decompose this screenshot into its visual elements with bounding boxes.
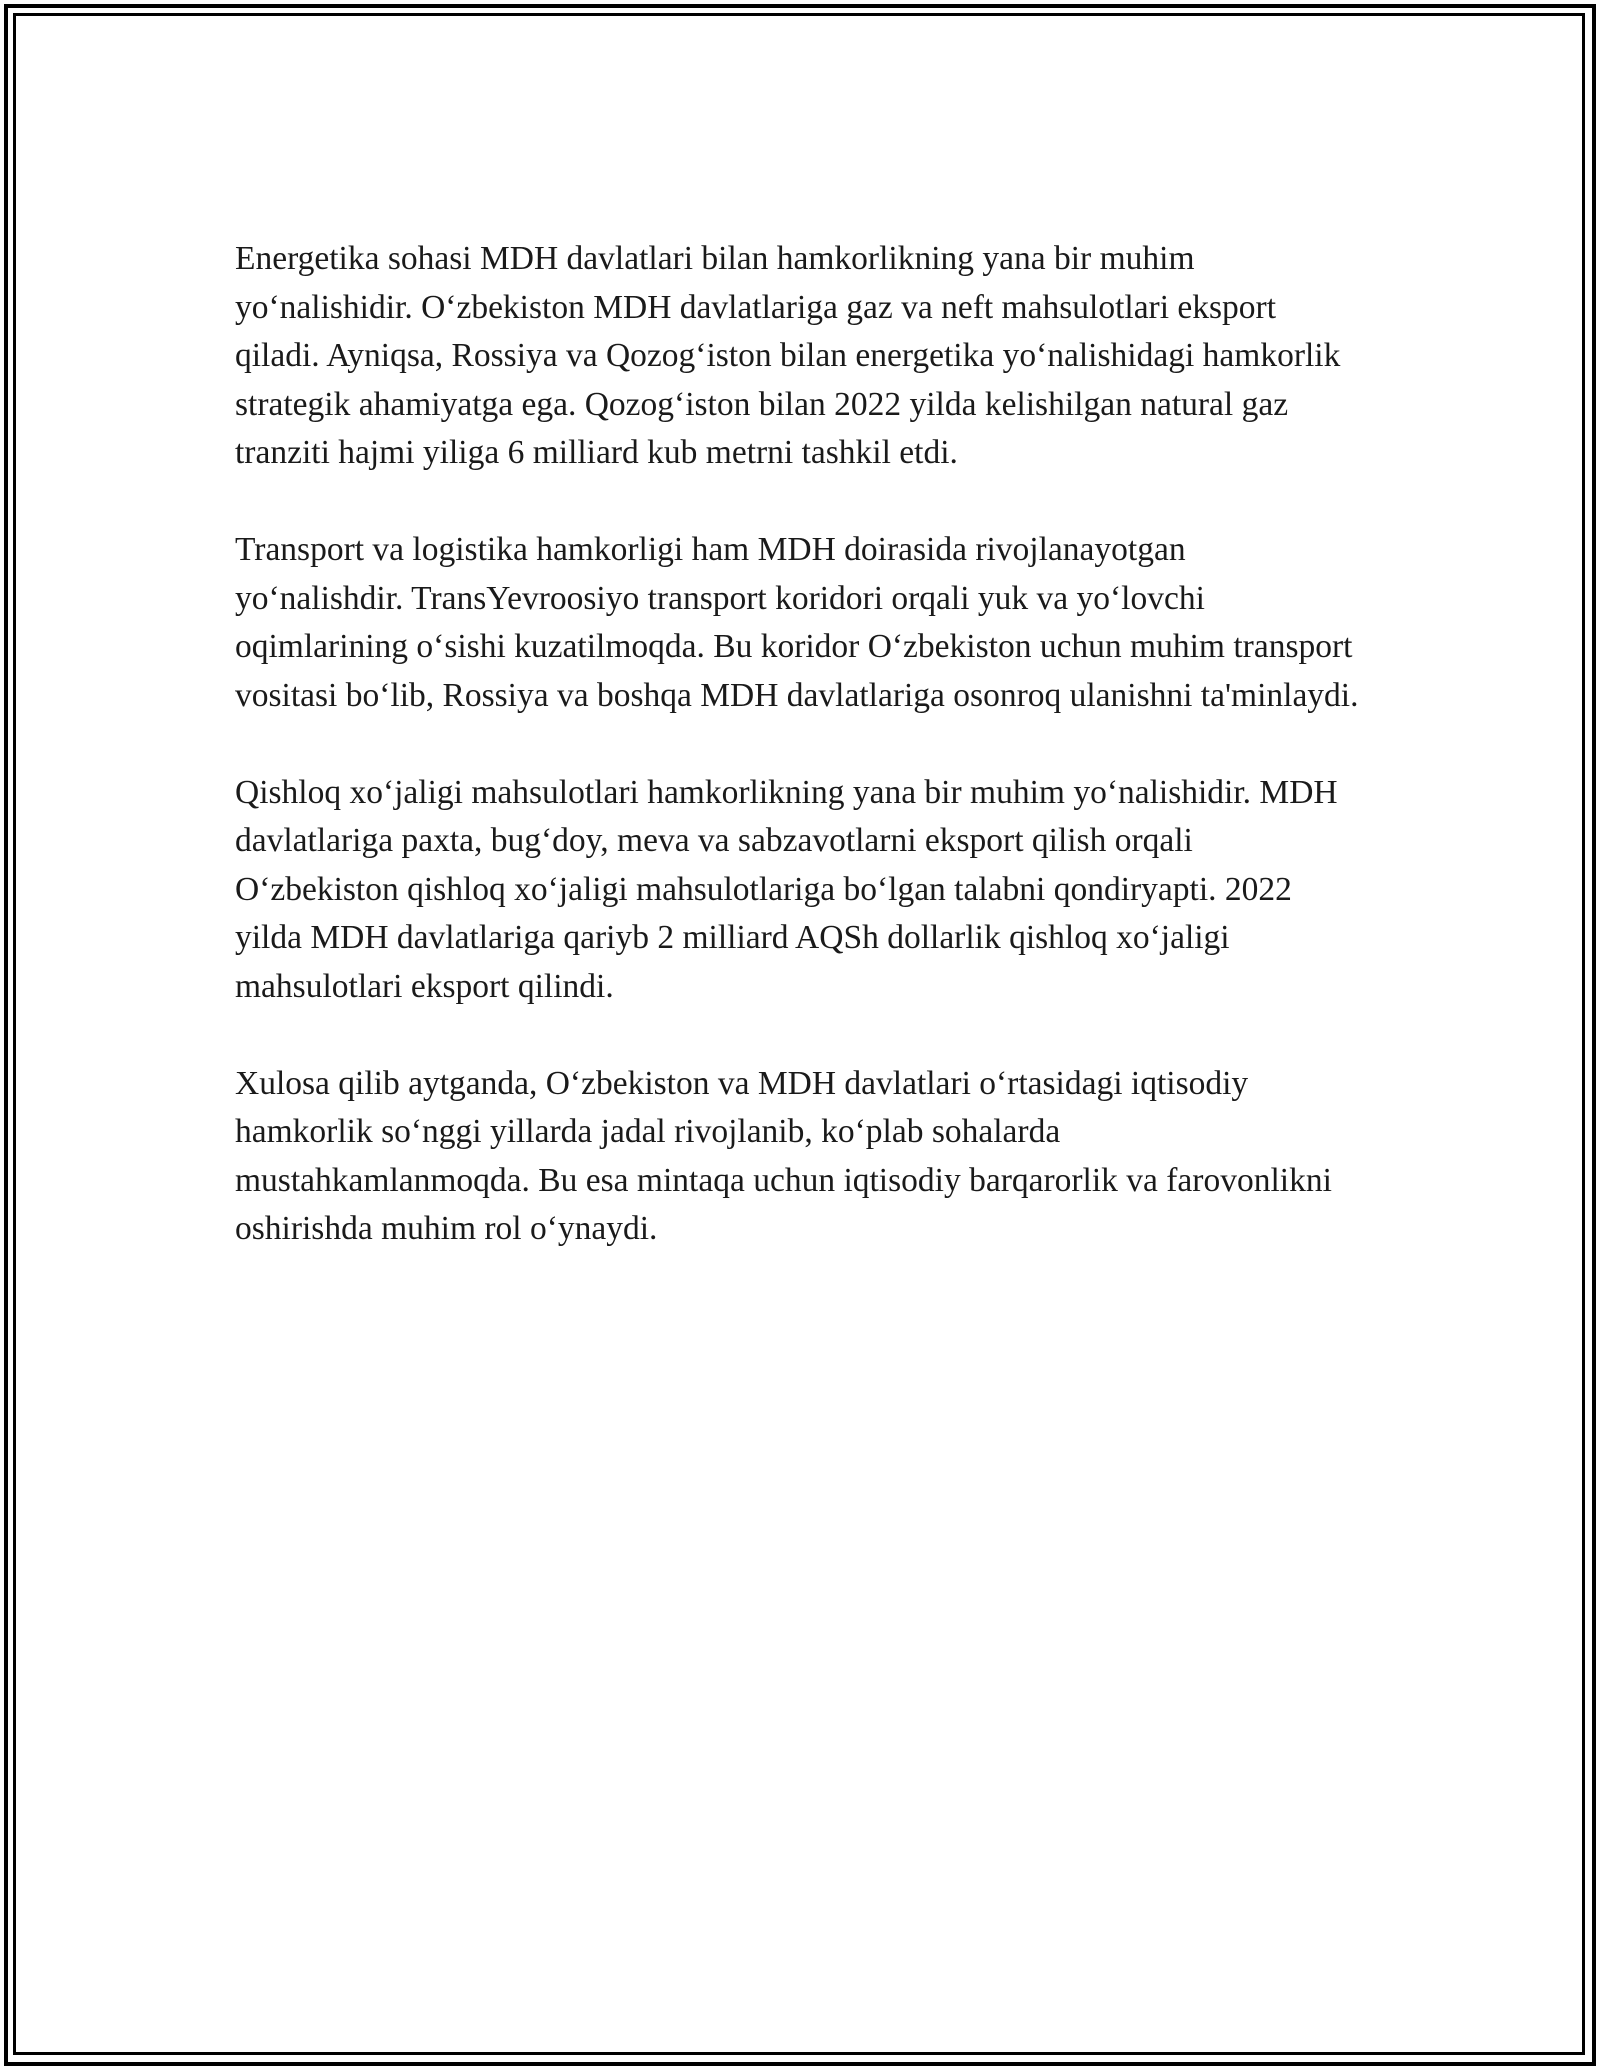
paragraph-agriculture: Qishloq xo‘jaligi mahsulotlari hamkorlikning yana bir muhim yo‘nalishidir. MDH davlatlariga paxta, bug‘doy, meva va sabzavotlarni eksport qilish orqali O‘zbekiston qishloq xo‘jaligi mahsulotlariga bo‘lgan talabni qondiryapti. 2022 yilda MDH davlatlariga qariyb 2 milliard AQSh dollarlik qishloq xo‘jaligi mahsulotlari eksport qilindi. — [235, 773, 1338, 1005]
paragraph-transport: Transport va logistika hamkorligi ham MDH doirasida rivojlanayotgan yo‘nalishdir. TransYevroosiyo transport koridori orqali yuk va yo‘lovchi oqimlarining o‘sishi kuzatilmoqda. Bu koridor O‘zbekiston uchun muhim transport vositasi bo‘lib, Rossiya va boshqa MDH davlatlariga osonroq ulanishni ta'minlaydi. — [235, 531, 1359, 714]
paragraph-conclusion: Xulosa qilib aytganda, O‘zbekiston va MDH davlatlari o‘rtasidagi iqtisodiy hamkorlik so‘nggi yillarda jadal rivojlanib, ko‘plab sohalarda mustahkamlanmoqda. Bu esa mintaqa uchun iqtisodiy barqarorlik va farovonlikni oshirishda muhim rol o‘ynaydi. — [235, 1064, 1332, 1247]
paragraph-energy: Energetika sohasi MDH davlatlari bilan hamkorlikning yana bir muhim yo‘nalishidir. O‘zbekiston MDH davlatlariga gaz va neft mahsulotlari eksport qiladi. Ayniqsa, Rossiya va Qozog‘iston bilan energetika yo‘nalishidagi hamkorlik strategik ahamiyatga ega. Qozog‘iston bilan 2022 yilda kelishilgan natural gaz tranziti hajmi yiliga 6 milliard kub metrni tashkil etdi. — [235, 240, 1341, 471]
document-body — [235, 235, 1360, 1302]
